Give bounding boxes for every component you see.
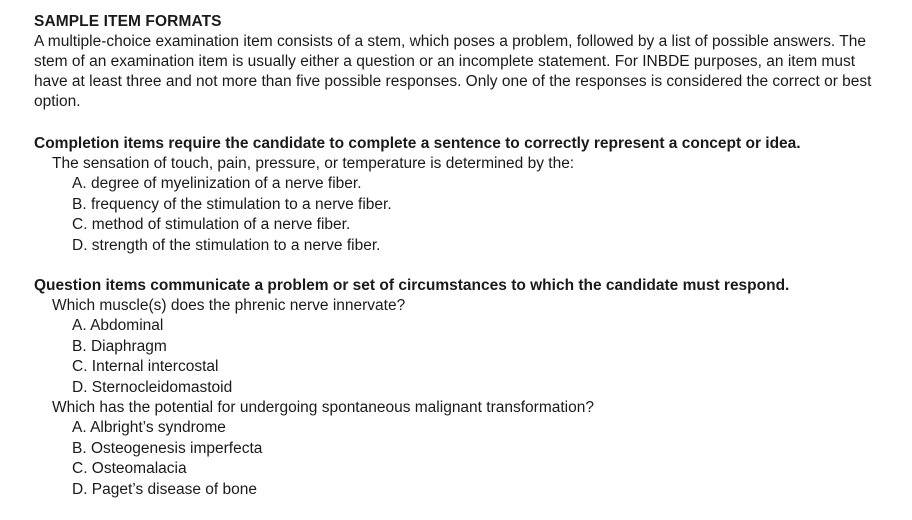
question-item-1-options [34,316,894,398]
option-c: C. Internal intercostal [72,358,219,375]
option-d: D. Paget’s disease of bone [72,480,257,498]
document-page [34,12,894,500]
option-a: A. degree of myelinization of a nerve fiber. [72,175,362,192]
completion-item-stem: The sensation of touch, pain, pressure, or temperature is determined by the: [52,155,575,172]
option-d: D. Sternocleidomastoid [72,378,233,396]
question-item-2-stem: Which has the potential for undergoing spontaneous malignant transformation? [52,399,594,416]
question-item-1-stem: Which muscle(s) does the phrenic nerve innervate? [52,297,406,314]
question-section-title: Question items communicate a problem or set of circumstances to which the candidate must respond. [34,277,790,294]
option-c: C. method of stimulation of a nerve fiber. [72,216,351,233]
option-b: B. frequency of the stimulation to a nerve fiber. [72,195,392,213]
option-d: D. strength of the stimulation to a nerve fiber. [72,236,381,254]
option-a: A. Abdominal [72,317,164,334]
option-c: C. Osteomalacia [72,460,187,477]
completion-section-title: Completion items require the candidate to complete a sentence to correctly represent a concept or idea. [34,135,801,152]
question-item-2-options [34,418,894,500]
completion-item-options [34,174,894,256]
page-heading: SAMPLE ITEM FORMATS [34,13,222,30]
option-b: B. Diaphragm [72,337,167,355]
option-a: A. Albright’s syndrome [72,419,226,436]
intro-paragraph: A multiple-choice examination item consists of a stem, which poses a problem, followed by a list of possible answers. The stem of an examination item is usually either a question or an incomplete statement. For INBDE purposes, an item must have at least three and not more than five possible responses. Only one of the responses is considered the correct or best option. [34,33,872,110]
option-b: B. Osteogenesis imperfecta [72,439,263,457]
completion-section [34,134,894,256]
question-section [34,276,894,500]
